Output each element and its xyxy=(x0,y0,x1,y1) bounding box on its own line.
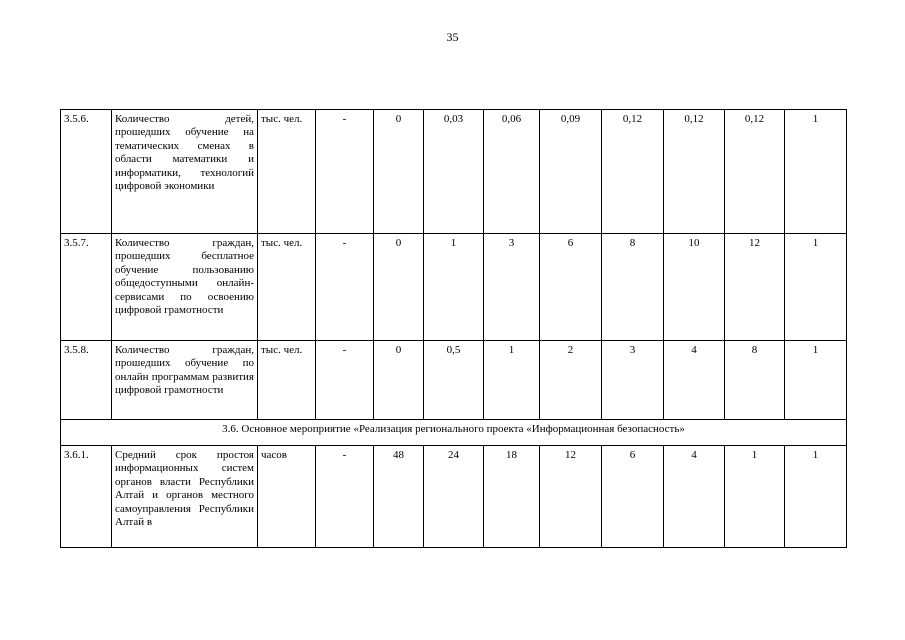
unit-cell: тыс. чел. xyxy=(258,110,316,234)
value-cell: 0,12 xyxy=(664,110,725,234)
value-cell: 0,12 xyxy=(602,110,664,234)
value-cell: 0,12 xyxy=(725,110,785,234)
value-cell: 1 xyxy=(785,341,847,420)
indicator-name: Количество детей, прошедших обучение на тематических сменах в области математики и информатики, технологий цифровой экономики xyxy=(112,110,258,234)
unit-cell: часов xyxy=(258,446,316,548)
row-number: 3.6.1. xyxy=(61,446,112,548)
unit-cell: тыс. чел. xyxy=(258,234,316,341)
value-cell: 0,5 xyxy=(424,341,484,420)
value-cell: 4 xyxy=(664,341,725,420)
value-cell: 6 xyxy=(602,446,664,548)
row-number: 3.5.6. xyxy=(61,110,112,234)
page-number: 35 xyxy=(446,30,459,44)
value-cell: - xyxy=(316,341,374,420)
value-cell: 10 xyxy=(664,234,725,341)
table-row xyxy=(61,341,847,420)
value-cell: 1 xyxy=(785,110,847,234)
value-cell: 8 xyxy=(602,234,664,341)
indicator-name: Средний срок простоя информационных систем органов власти Республики Алтай и органов местного самоуправления Республики Алтай в xyxy=(112,446,258,548)
value-cell: 48 xyxy=(374,446,424,548)
value-cell: 0,09 xyxy=(540,110,602,234)
value-cell: 0 xyxy=(374,341,424,420)
value-cell: 1 xyxy=(785,234,847,341)
value-cell: 3 xyxy=(602,341,664,420)
section-heading-row xyxy=(61,420,847,446)
row-number: 3.5.8. xyxy=(61,341,112,420)
row-number: 3.5.7. xyxy=(61,234,112,341)
value-cell: 1 xyxy=(785,446,847,548)
table-row xyxy=(61,446,847,548)
indicators-table xyxy=(60,109,847,548)
value-cell: 0 xyxy=(374,234,424,341)
indicator-name: Количество граждан, прошедших обучение по онлайн программам развития цифровой грамотности xyxy=(112,341,258,420)
value-cell: - xyxy=(316,110,374,234)
value-cell: 1 xyxy=(484,341,540,420)
table-row xyxy=(61,110,847,234)
section-heading: 3.6. Основное мероприятие «Реализация регионального проекта «Информационная безопасность» xyxy=(61,420,847,446)
value-cell: 2 xyxy=(540,341,602,420)
value-cell: 3 xyxy=(484,234,540,341)
value-cell: 8 xyxy=(725,341,785,420)
value-cell: 1 xyxy=(725,446,785,548)
unit-cell: тыс. чел. xyxy=(258,341,316,420)
value-cell: 6 xyxy=(540,234,602,341)
value-cell: 12 xyxy=(540,446,602,548)
indicator-name: Количество граждан, прошедших бесплатное обучение пользованию общедоступными онлайн-сервисами по освоению цифровой грамотности xyxy=(112,234,258,341)
value-cell: 1 xyxy=(424,234,484,341)
value-cell: 24 xyxy=(424,446,484,548)
value-cell: 18 xyxy=(484,446,540,548)
table-row xyxy=(61,234,847,341)
value-cell: 0 xyxy=(374,110,424,234)
value-cell: 12 xyxy=(725,234,785,341)
value-cell: - xyxy=(316,446,374,548)
value-cell: - xyxy=(316,234,374,341)
value-cell: 0,03 xyxy=(424,110,484,234)
value-cell: 4 xyxy=(664,446,725,548)
value-cell: 0,06 xyxy=(484,110,540,234)
